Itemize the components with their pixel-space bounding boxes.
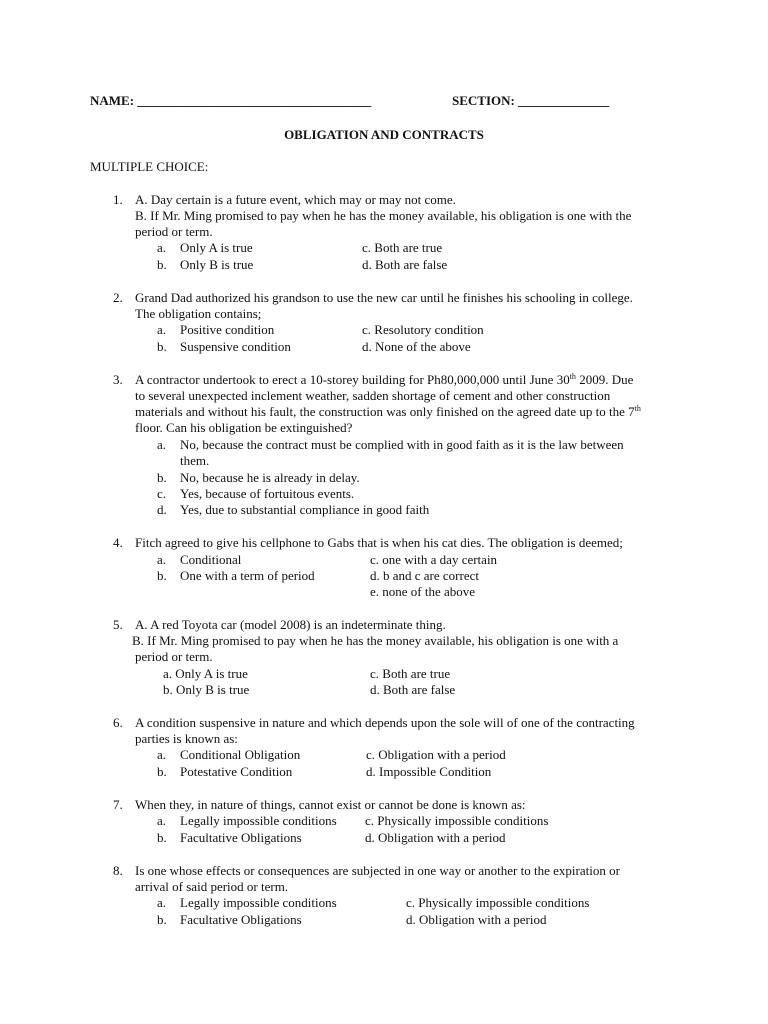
option-a: Conditional Obligation	[180, 747, 301, 762]
option-a-continuation: them.	[180, 453, 210, 468]
question-text-line: Is one whose effects or consequences are subjected in one way or another to the expiration or	[135, 863, 620, 878]
question-text-line: A contractor undertook to erect a 10-storey building for Ph80,000,000 until June 30th 2009. Due	[135, 372, 634, 387]
question-text-line: The obligation contains;	[135, 306, 262, 321]
option-c: c. Both are true	[362, 240, 443, 255]
document-title: OBLIGATION AND CONTRACTS	[284, 127, 484, 142]
option-letter: a.	[157, 813, 167, 828]
option-d: d. b and c are correct	[370, 568, 479, 583]
question-number: 2.	[113, 290, 123, 305]
question-number: 4.	[113, 535, 123, 550]
question-text-line: period or term.	[135, 224, 213, 239]
option-c: Yes, because of fortuitous events.	[180, 486, 355, 501]
option-d: d. Both are false	[362, 257, 448, 272]
option-a: Positive condition	[180, 322, 275, 337]
question-text-line: B. If Mr. Ming promised to pay when he has the money available, his obligation is one with the	[135, 208, 632, 223]
option-letter: b.	[157, 830, 167, 845]
option-a: Legally impossible conditions	[180, 813, 337, 828]
option-letter: b.	[157, 568, 167, 583]
option-b: Potestative Condition	[180, 764, 293, 779]
option-b: Only B is true	[180, 257, 254, 272]
question-text-line: Grand Dad authorized his grandson to use the new car until he finishes his schooling in college.	[135, 290, 633, 305]
option-c: c. Resolutory condition	[362, 322, 484, 337]
question-text-line: materials and without his fault, the construction was only finished on the agreed date up to the 7th	[135, 404, 641, 419]
option-d: Yes, due to substantial compliance in good faith	[180, 502, 430, 517]
option-d: d. Obligation with a period	[365, 830, 506, 845]
option-e: e. none of the above	[370, 584, 476, 599]
question-number: 5.	[113, 617, 123, 632]
option-c: c. Obligation with a period	[366, 747, 506, 762]
question-text-line: arrival of said period or term.	[135, 879, 289, 894]
option-d: d. None of the above	[362, 339, 471, 354]
option-a: No, because the contract must be complied with in good faith as it is the law between	[180, 437, 624, 452]
option-b: Facultative Obligations	[180, 830, 302, 845]
option-letter: b.	[157, 257, 167, 272]
option-b: No, because he is already in delay.	[180, 470, 360, 485]
option-letter: b.	[157, 764, 167, 779]
option-letter: a.	[157, 552, 167, 567]
option-c: c. Both are true	[370, 666, 451, 681]
option-letter: b.	[157, 339, 167, 354]
option-d: d. Impossible Condition	[366, 764, 492, 779]
option-letter: b.	[157, 912, 167, 927]
option-a: Conditional	[180, 552, 242, 567]
question-text-line: When they, in nature of things, cannot exist or cannot be done is known as:	[135, 797, 526, 812]
option-letter: a.	[157, 322, 167, 337]
option-letter: a.	[157, 895, 167, 910]
question-text-line: B. If Mr. Ming promised to pay when he has the money available, his obligation is one with a	[132, 633, 619, 648]
option-a: Only A is true	[180, 240, 253, 255]
option-a: Legally impossible conditions	[180, 895, 337, 910]
question-number: 8.	[113, 863, 123, 878]
section-heading: MULTIPLE CHOICE:	[90, 159, 209, 174]
option-c: c. Physically impossible conditions	[365, 813, 549, 828]
option-b: One with a term of period	[180, 568, 315, 583]
question-text-line: A. Day certain is a future event, which may or may not come.	[135, 192, 456, 207]
option-letter: b.	[157, 470, 167, 485]
question-number: 7.	[113, 797, 123, 812]
section-field-label: SECTION: ______________	[452, 93, 610, 108]
question-text-line: period or term.	[135, 649, 213, 664]
option-b: b. Only B is true	[163, 682, 250, 697]
option-letter: d.	[157, 502, 167, 517]
option-d: d. Obligation with a period	[406, 912, 547, 927]
option-c: c. one with a day certain	[370, 552, 498, 567]
option-a: a. Only A is true	[163, 666, 248, 681]
option-b: Facultative Obligations	[180, 912, 302, 927]
question-text-line: A. A red Toyota car (model 2008) is an indeterminate thing.	[135, 617, 446, 632]
option-b: Suspensive condition	[180, 339, 291, 354]
question-number: 6.	[113, 715, 123, 730]
name-field-label: NAME: ____________________________________	[90, 93, 372, 108]
question-text-line: A condition suspensive in nature and which depends upon the sole will of one of the contracting	[135, 715, 635, 730]
option-letter: a.	[157, 747, 167, 762]
option-letter: c.	[157, 486, 167, 501]
option-c: c. Physically impossible conditions	[406, 895, 590, 910]
question-text-line: parties is known as:	[135, 731, 238, 746]
question-text-line: floor. Can his obligation be extinguished?	[135, 420, 353, 435]
option-letter: a.	[157, 437, 167, 452]
question-number: 3.	[113, 372, 123, 387]
question-text-line: to several unexpected inclement weather, sadden shortage of cement and other construction	[135, 388, 611, 403]
question-text-line: Fitch agreed to give his cellphone to Gabs that is when his cat dies. The obligation is deemed;	[135, 535, 623, 550]
option-letter: a.	[157, 240, 167, 255]
option-d: d. Both are false	[370, 682, 456, 697]
question-number: 1.	[113, 192, 123, 207]
